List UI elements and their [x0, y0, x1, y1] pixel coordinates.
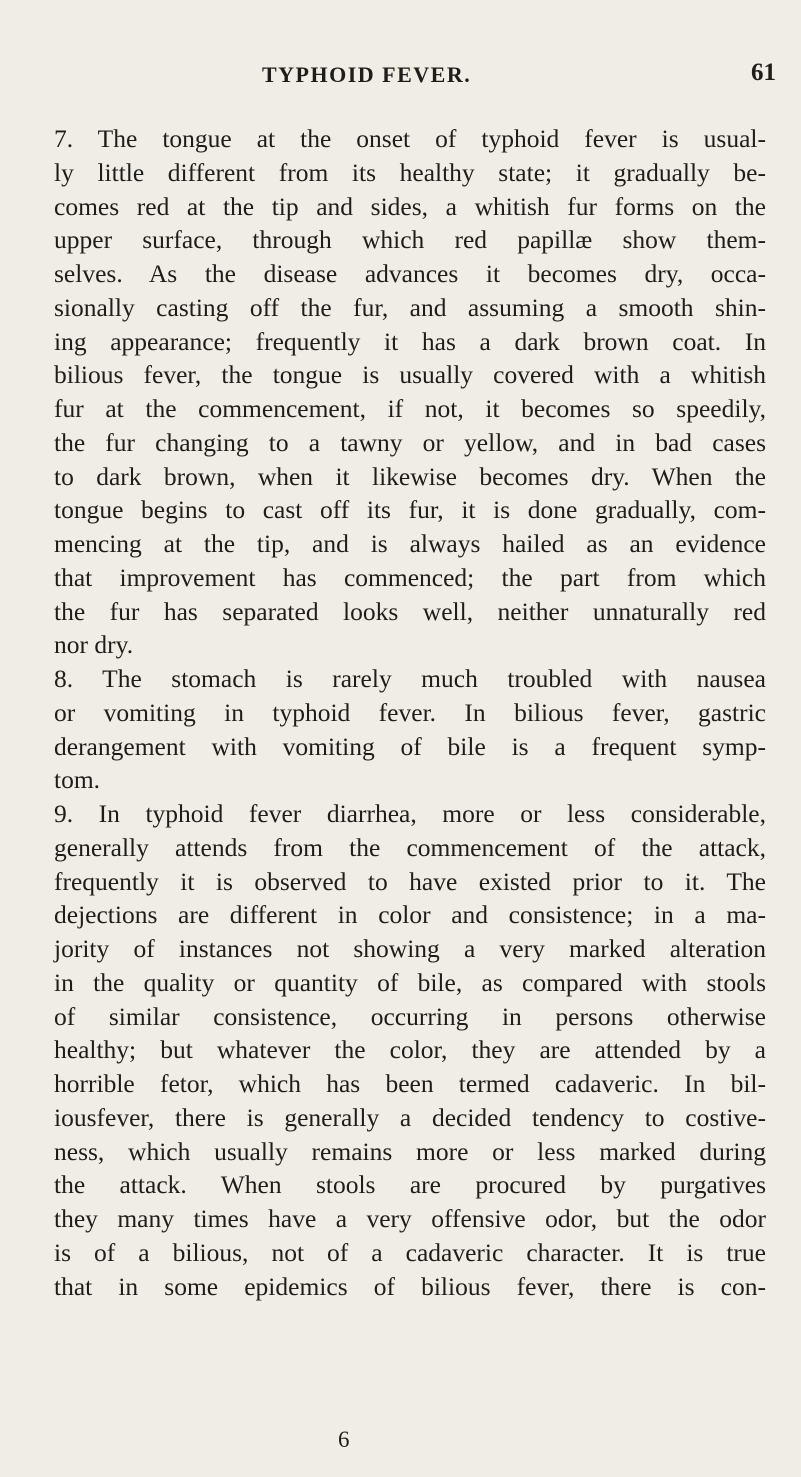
text-line: frequently it is observed to have existed prior to it. The — [54, 866, 766, 896]
text-line: the attack. When stools are procured by purgatives — [54, 1170, 766, 1200]
text-line: that improvement has commenced; the part from which — [54, 562, 766, 592]
text-line: comes red at the tip and sides, a whitish fur forms on the — [54, 191, 766, 221]
text-line: the fur changing to a tawny or yellow, and in bad cases — [54, 427, 766, 457]
text-line: bilious fever, the tongue is usually covered with a whitish — [54, 360, 766, 390]
text-line: selves. As the disease advances it becomes dry, occa- — [54, 259, 766, 288]
text-line: ly little different from its healthy state; it gradually be- — [54, 157, 766, 187]
text-line: the fur has separated looks well, neither unnaturally red — [54, 596, 766, 626]
text-line: generally attends from the commencement of the attack, — [54, 832, 766, 862]
text-line: upper surface, through which red papillæ show them- — [54, 225, 766, 255]
text-line: nor dry. — [54, 630, 134, 660]
text-line: 8. The stomach is rarely much troubled with nausea — [54, 664, 766, 693]
text-line: they many times have a very offensive odor, but the odor — [54, 1204, 766, 1233]
text-line: sionally casting off the fur, and assuming a smooth shin- — [54, 292, 766, 322]
signature-mark: 6 — [338, 1427, 350, 1452]
text-line: horrible fetor, which has been termed cadaveric. In bil- — [54, 1069, 766, 1098]
text-line: derangement with vomiting of bile is a frequent symp- — [54, 731, 766, 761]
text-line: iousfever, there is generally a decided tendency to costive- — [54, 1102, 766, 1132]
text-line: in the quality or quantity of bile, as compared with stools — [54, 967, 766, 997]
text-line: tongue begins to cast off its fur, it is done gradually, com- — [54, 495, 766, 525]
body-text — [54, 122, 766, 1303]
text-line: ing appearance; frequently it has a dark brown coat. In — [54, 326, 766, 356]
text-line: tom. — [54, 765, 101, 795]
text-line: is of a bilious, not of a cadaveric character. It is true — [54, 1237, 766, 1267]
running-title: TYPHOID FEVER. — [262, 62, 472, 87]
text-line: 7. The tongue at the onset of typhoid fever is usual- — [54, 124, 766, 153]
text-line: jority of instances not showing a very marked alteration — [54, 934, 766, 963]
text-line: dejections are different in color and consistence; in a ma- — [54, 900, 766, 930]
text-line: mencing at the tip, and is always hailed as an evidence — [54, 529, 766, 558]
text-line: ness, which usually remains more or less marked during — [54, 1136, 766, 1166]
text-line: that in some epidemics of bilious fever, there is con- — [54, 1271, 766, 1301]
text-line: healthy; but whatever the color, they are attended by a — [54, 1035, 766, 1065]
text-line: or vomiting in typhoid fever. In bilious fever, gastric — [54, 697, 766, 727]
page-number: 61 — [751, 59, 776, 86]
text-line: 9. In typhoid fever diarrhea, more or less considerable, — [54, 799, 766, 828]
running-head — [0, 59, 801, 92]
text-line: fur at the commencement, if not, it becomes so speedily, — [54, 394, 766, 423]
text-line: to dark brown, when it likewise becomes dry. When the — [54, 461, 766, 491]
text-line: of similar consistence, occurring in persons otherwise — [54, 1001, 766, 1031]
